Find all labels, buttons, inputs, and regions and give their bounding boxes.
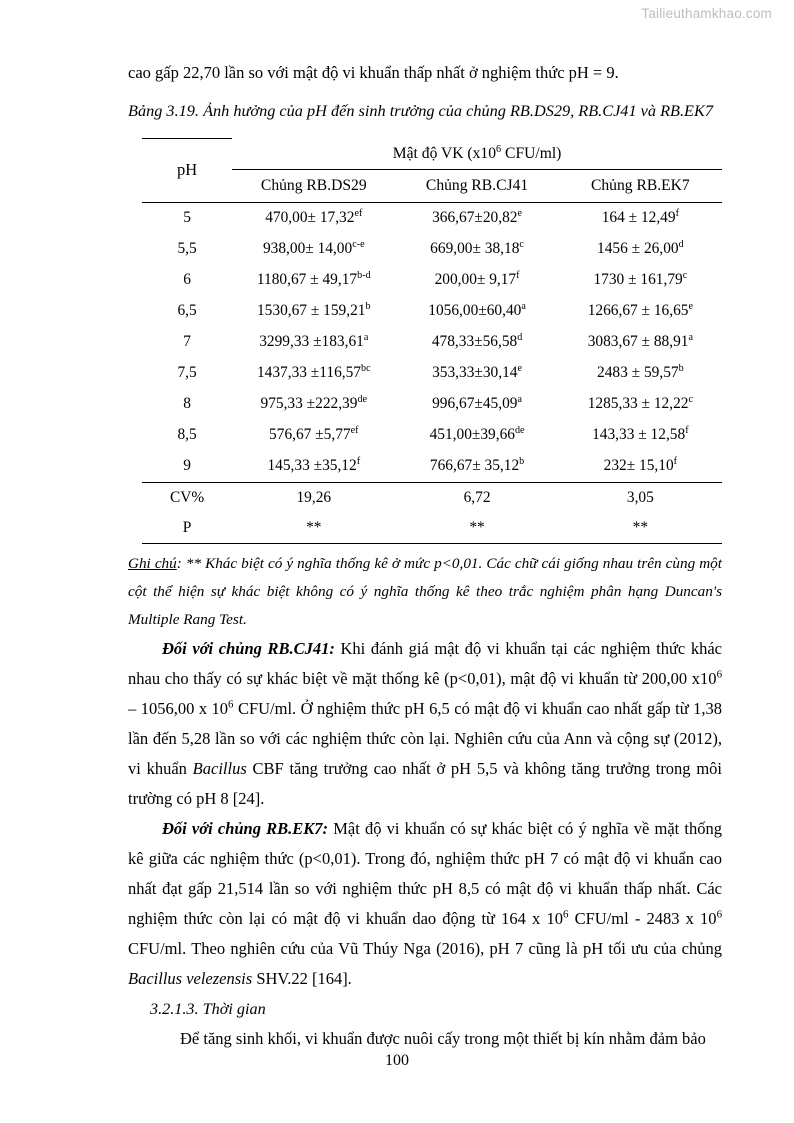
table-head	[142, 139, 722, 203]
cell-superscript: b	[365, 300, 371, 312]
cell-value-2	[559, 358, 722, 389]
cell-superscript: c	[688, 393, 693, 405]
cell-number: 451,00±39,66	[429, 426, 515, 443]
cv-row	[142, 482, 722, 513]
cell-value-0	[232, 389, 395, 420]
table-row	[142, 451, 722, 483]
note-label: Ghi chú	[128, 554, 177, 572]
cell-ph: 7	[183, 333, 191, 350]
cell-value-0	[232, 420, 395, 451]
cell-value-0	[232, 265, 395, 296]
table-row	[142, 296, 722, 327]
cell-number: 353,33±30,14	[432, 364, 518, 381]
cell-superscript: d	[517, 331, 523, 343]
table-row	[142, 202, 722, 234]
cell-value-1	[395, 389, 558, 420]
cell-number: 1285,33 ± 12,22	[587, 395, 689, 412]
cell-ph: 8,5	[177, 426, 197, 443]
cell-number: 366,67±20,82	[432, 209, 518, 226]
cell-number: 996,67±45,09	[432, 395, 518, 412]
cell-value-0	[232, 358, 395, 389]
table-caption: Bảng 3.19. Ảnh hưởng của pH đến sinh trưởng của chủng RB.DS29, RB.CJ41 và RB.EK7	[128, 101, 714, 120]
cell-superscript: b	[678, 362, 684, 374]
cell-ph: 6	[183, 271, 191, 288]
watermark-text: Tailieuthamkhao.com	[641, 6, 772, 21]
cell-ph: 7,5	[177, 364, 197, 381]
species-name-bacillus: Bacillus	[192, 758, 247, 778]
cell-number: 200,00± 9,17	[434, 271, 517, 288]
cell-superscript: b	[519, 455, 525, 467]
cell-value-2	[559, 327, 722, 358]
paragraph-cj41: Đối với chủng RB.CJ41: Khi đánh giá mật độ vi khuẩn tại các nghiệm thức khác nhau cho thấy có sự khác biệt về mặt thống kê (p<0,01), mật độ vi khuẩn từ 200,00 $x10^6 - 1056,00$ x $10^6$ CFU/ml. Ở nghiệm thức pH 6,5 có mật độ vi khuẩn cao nhất gấp từ 1,38 lần đến 5,28 lần so với các nghiệm thức còn lại. Nghiên cứu của Ann và cộng sự (2012), vi khuẩn Bacillus CBF tăng trưởng cao nhất ở pH 5,5 và không tăng trưởng trong môi trường có pH 8 [24].	[128, 638, 722, 808]
cell-number: 1437,33 ±116,57	[256, 364, 362, 381]
cell-number: 143,33 ± 12,58	[592, 426, 686, 443]
cell-number: 669,00± 38,18	[430, 240, 520, 257]
page-number: 100	[385, 1052, 409, 1069]
cell-number: 2483 ± 59,57	[597, 364, 679, 381]
cell-value-2	[559, 234, 722, 265]
header-ph	[142, 139, 232, 203]
cell-superscript: f	[516, 269, 520, 281]
cell-number: 3299,33 ±183,61	[259, 333, 364, 350]
cell-value-1	[395, 327, 558, 358]
paragraph-cj41-lead: Đối với chủng RB.CJ41:	[162, 638, 335, 658]
cell-superscript: c-e	[352, 238, 365, 250]
cell-value-2	[559, 265, 722, 296]
cell-value-1	[395, 234, 558, 265]
final-paragraph: Để tăng sinh khối, vi khuẩn được nuôi cấy trong một thiết bị kín nhằm đảm bảo	[180, 1028, 706, 1048]
cell-superscript: a	[517, 393, 523, 405]
ph-growth-table	[142, 138, 722, 544]
intro-paragraph: cao gấp 22,70 lần so với mật độ vi khuẩn thấp nhất ở nghiệm thức pH = 9.	[128, 63, 619, 82]
cell-superscript: e	[688, 300, 693, 312]
p-row-label: P	[142, 513, 232, 544]
cell-value-1	[395, 358, 558, 389]
cell-value-0	[232, 234, 395, 265]
cell-value-0	[232, 296, 395, 327]
table-row	[142, 265, 722, 296]
cell-number: 164 ± 12,49	[601, 209, 676, 226]
cell-number: 975,33 ±222,39	[260, 395, 358, 412]
header-strain-0: Chủng RB.DS29	[232, 169, 395, 202]
cell-superscript: e	[517, 362, 523, 374]
cell-number: 1056,00±60,40	[428, 302, 522, 319]
cv-row-value-1: 6,72	[395, 482, 558, 513]
cell-value-1	[395, 265, 558, 296]
paragraph-ek7-lead: Đối với chủng RB.EK7:	[162, 818, 329, 838]
header-density-group: Mật độ VK ($x10^6$ CFU/ml)	[232, 139, 722, 170]
table-row	[142, 389, 722, 420]
cell-ph: 5	[142, 202, 232, 234]
cell-number: 766,67± 35,12	[429, 457, 520, 474]
cell-superscript: e	[517, 207, 523, 219]
cell-superscript: de	[357, 393, 368, 405]
cell-number: 938,00± 14,00	[262, 240, 353, 257]
cell-superscript: f	[685, 424, 689, 436]
header-ph-label: pH	[176, 160, 198, 180]
p-row-value-1: **	[395, 513, 558, 544]
p-row-value-2: **	[559, 513, 722, 544]
note-text: : ** Khác biệt có ý nghĩa thống kê ở mức p<0,01. Các chữ cái giống nhau trên cùng một cột thể hiện sự khác biệt không có ý nghĩa thống kê theo trắc nghiệm phân hạng Duncan's Multiple Rang Test.	[128, 554, 722, 628]
species-name-velezensis: Bacillus velezensis	[128, 968, 253, 988]
cell-value-2	[559, 296, 722, 327]
cell-value-2	[559, 451, 722, 483]
cell-value-2	[559, 202, 722, 234]
cell-value-1	[395, 451, 558, 483]
cell-value-2	[559, 420, 722, 451]
cell-number: 470,00± 17,32	[265, 209, 355, 226]
cell-superscript: de	[514, 424, 525, 436]
cell-number: 3083,67 ± 88,91	[587, 333, 689, 350]
table-body	[142, 202, 722, 543]
cell-number: 576,67 ±5,77	[269, 426, 351, 443]
cv-row-value-2: 3,05	[559, 482, 722, 513]
table-row	[142, 420, 722, 451]
table-note	[128, 550, 722, 634]
cell-number: 1266,67 ± 16,65	[587, 302, 689, 319]
cell-ph: 8	[183, 395, 191, 412]
cell-superscript: f	[356, 455, 361, 467]
section-heading: 3.2.1.3. Thời gian	[150, 999, 266, 1018]
cell-superscript: f	[673, 455, 678, 467]
paragraph-ek7: Đối với chủng RB.EK7: Mật độ vi khuẩn có sự khác biệt có ý nghĩa về mặt thống kê giữa các nghiệm thức (p<0,01). Trong đó, nghiệm thức pH 7 có mật độ vi khuẩn cao nhất đạt gấp 21,514 lần so với nghiệm thức pH 8,5 có mật độ vi khuẩn thấp nhất. Các nghiệm thức còn lại có mật độ vi khuẩn dao động từ 164 x $10^6$ CFU/ml - 2483 x $10^6$ CFU/ml. Theo nghiên cứu của Vũ Thúy Nga (2016), pH 7 cũng là pH tối ưu của chủng Bacillus velezensis SHV.22 [164].	[128, 818, 722, 988]
cell-superscript: c	[519, 238, 524, 250]
page-content	[128, 58, 722, 1054]
cell-superscript: ef	[354, 207, 363, 219]
cv-row-label: CV%	[142, 482, 232, 513]
cv-row-value-0: 19,26	[232, 482, 395, 513]
cell-value-1	[395, 202, 558, 234]
cell-value-0	[232, 327, 395, 358]
cell-value-0	[232, 202, 395, 234]
table-row	[142, 358, 722, 389]
cell-superscript: b-d	[357, 269, 371, 281]
cell-number: 145,33 ±35,12	[267, 457, 357, 474]
cell-ph: 9	[183, 457, 191, 474]
cell-number: 1530,67 ± 159,21	[256, 302, 366, 319]
cell-superscript: f	[675, 207, 679, 219]
cell-superscript: a	[363, 331, 369, 343]
cell-value-2	[559, 389, 722, 420]
cell-superscript: ef	[350, 424, 359, 436]
cell-superscript: d	[678, 238, 684, 250]
cell-superscript: a	[688, 331, 693, 343]
cell-value-1	[395, 420, 558, 451]
cell-number: 1456 ± 26,00	[597, 240, 679, 257]
p-row	[142, 513, 722, 544]
cell-number: 232± 15,10	[603, 457, 674, 474]
header-strain-2: Chủng RB.EK7	[559, 169, 722, 202]
cell-value-0	[232, 451, 395, 483]
cell-number: 1180,67 ± 49,17	[256, 271, 358, 288]
cell-number: 1730 ± 161,79	[593, 271, 683, 288]
header-strain-1: Chủng RB.CJ41	[395, 169, 558, 202]
header-exponent: 6	[496, 143, 502, 155]
cell-number: 478,33±56,58	[431, 333, 518, 350]
p-row-value-0: **	[232, 513, 395, 544]
cell-superscript: bc	[361, 362, 371, 374]
table-row	[142, 327, 722, 358]
cell-ph: 6,5	[177, 302, 197, 319]
table-row	[142, 234, 722, 265]
cell-ph: 5,5	[177, 240, 197, 257]
cell-superscript: a	[521, 300, 526, 312]
cell-superscript: c	[682, 269, 688, 281]
cell-value-1	[395, 296, 558, 327]
